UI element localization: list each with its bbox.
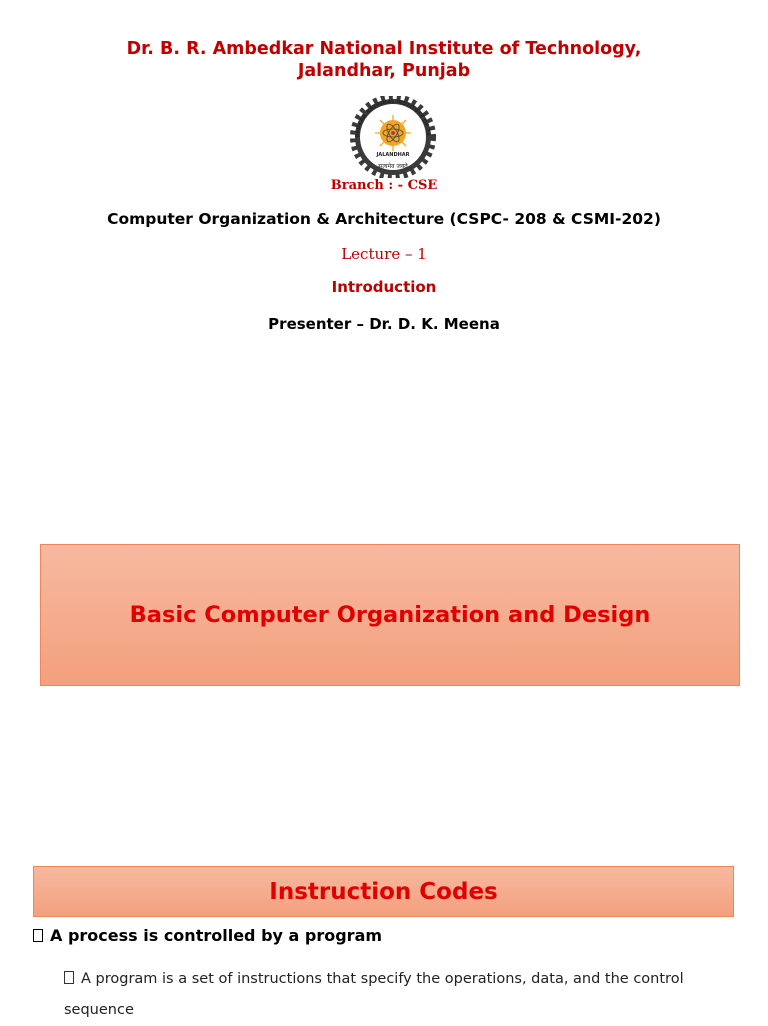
presenter-name: Presenter – Dr. D. K. Meena	[268, 315, 500, 333]
institute-title-line1: Dr. B. R. Ambedkar National Institute of Technology,	[126, 39, 642, 59]
slide-title: Instruction Codes	[269, 878, 498, 905]
seal-city-text: JALANDHAR	[376, 152, 410, 158]
section-banner	[40, 544, 740, 686]
seal-ring-text: BEDKAR NATIONAL INSTITUTE OF TE	[354, 98, 432, 138]
bullet-text: A program is a set of instructions that specify the operations, data, and the control sequence	[64, 971, 684, 1018]
bullet-box-icon	[64, 971, 74, 984]
seal-motto-text: सत्यमेव जयते	[378, 163, 408, 170]
institute-title	[0, 38, 768, 82]
bullet-item-level1	[33, 926, 382, 945]
institute-title-line2: Jalandhar, Punjab	[297, 61, 471, 81]
lecture-topic: Introduction	[331, 278, 437, 296]
bullet-item-level2	[64, 964, 736, 1026]
branch-label: Branch : - CSE	[330, 178, 438, 193]
section-banner-title: Basic Computer Organization and Design	[129, 602, 651, 628]
bullet-text: A process is controlled by a program	[50, 926, 383, 945]
lecture-number: Lecture – 1	[341, 245, 427, 263]
bullet-box-icon	[33, 929, 43, 942]
institute-seal-logo	[342, 96, 444, 178]
course-title: Computer Organization & Architecture (CSPC- 208 & CSMI-202)	[107, 210, 661, 228]
slide-title-banner	[33, 866, 734, 917]
